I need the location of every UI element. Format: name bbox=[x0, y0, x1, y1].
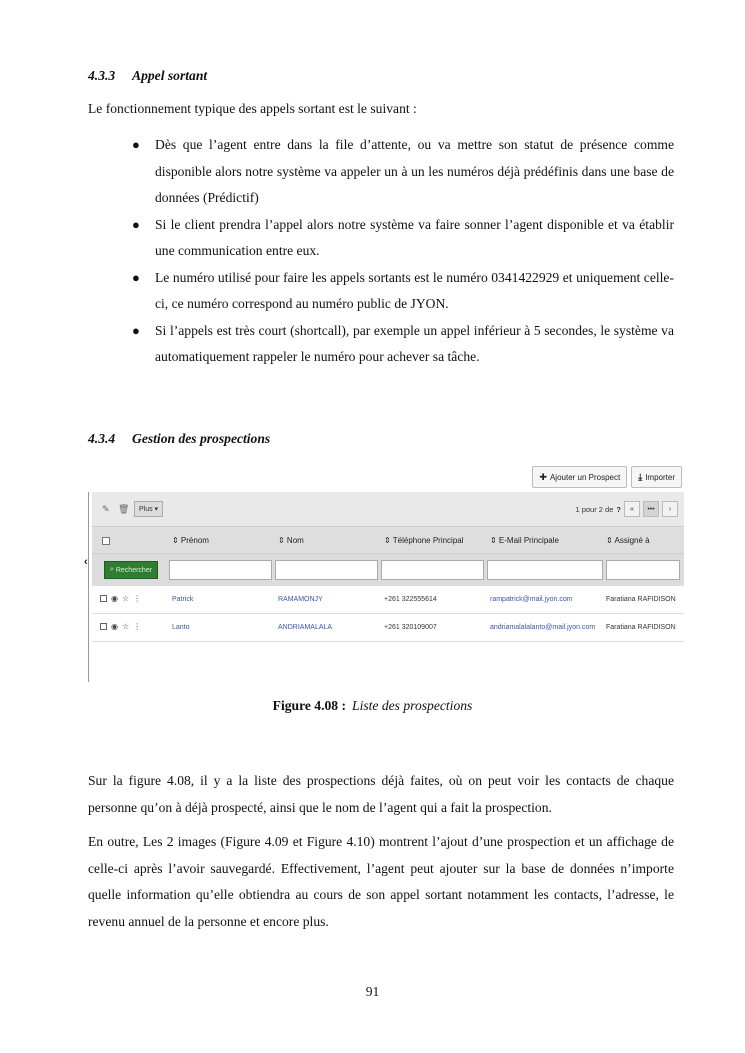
filter-row bbox=[92, 554, 684, 586]
bullet-item bbox=[130, 212, 674, 265]
column-header-lastname[interactable]: ⇕ Nom bbox=[278, 536, 304, 545]
column-header-firstname[interactable]: ⇕ Prénom bbox=[172, 536, 209, 545]
filter-lastname-input[interactable] bbox=[275, 560, 378, 580]
cell-email[interactable]: rampatrick@mail.jyon.com bbox=[490, 596, 573, 603]
bullet-text: Dès que l’agent entre dans la file d’attente, ou va mettre son statut de présence comme disponible alors notre système va appeler un à un les numéros déjà prédéfinis dans une base de données (Prédictif) bbox=[155, 137, 674, 205]
pencil-icon[interactable]: ✎ bbox=[102, 504, 110, 514]
section-title: Gestion des prospections bbox=[132, 431, 271, 446]
section-heading-434 bbox=[88, 431, 270, 447]
add-prospect-button[interactable] bbox=[532, 466, 627, 488]
filter-phone-input[interactable] bbox=[381, 560, 484, 580]
pagination bbox=[575, 501, 678, 517]
row-actions bbox=[100, 622, 141, 631]
bullet-icon: ● bbox=[132, 137, 140, 152]
more-vertical-icon[interactable]: ⋮ bbox=[133, 594, 142, 603]
more-actions-button[interactable]: Plus ▾ bbox=[134, 501, 163, 517]
search-button[interactable] bbox=[104, 561, 158, 579]
row-checkbox[interactable] bbox=[100, 595, 107, 602]
table-row[interactable] bbox=[92, 586, 684, 614]
cell-lastname[interactable]: ANDRIAMALALA bbox=[278, 624, 333, 631]
cell-firstname[interactable]: Patrick bbox=[172, 596, 194, 603]
cell-assigned: Faratiana RAFIDISON bbox=[606, 624, 676, 631]
table-header bbox=[92, 526, 684, 554]
prospect-list-figure bbox=[84, 462, 688, 682]
star-icon[interactable]: ☆ bbox=[121, 594, 130, 603]
list-toolbar bbox=[92, 492, 684, 526]
figure-caption bbox=[0, 698, 745, 714]
cell-phone: +261 322555614 bbox=[384, 596, 437, 603]
plus-icon: ✚ bbox=[539, 471, 547, 482]
bullet-item bbox=[130, 265, 674, 318]
caption-label: Figure 4.08 : bbox=[272, 698, 347, 713]
bullet-icon: ● bbox=[132, 269, 140, 285]
bullet-icon: ● bbox=[132, 216, 140, 232]
cell-phone: +261 320109007 bbox=[384, 624, 437, 631]
chevron-left-icon[interactable]: ‹ bbox=[84, 556, 88, 568]
column-header-assigned[interactable]: ⇕ Assigné à bbox=[606, 536, 650, 545]
section-number: 4.3.3 bbox=[88, 68, 116, 83]
download-icon: ⤓ bbox=[638, 471, 643, 482]
eye-icon[interactable]: ◉ bbox=[111, 622, 118, 631]
section-number: 4.3.4 bbox=[88, 431, 116, 446]
filter-email-input[interactable] bbox=[487, 560, 603, 580]
cell-assigned: Faratiana RAFIDISON bbox=[606, 596, 676, 603]
section-heading-433 bbox=[88, 68, 207, 84]
import-label: Importer bbox=[645, 472, 675, 482]
filter-assigned-input[interactable] bbox=[606, 560, 680, 580]
eye-icon[interactable]: ◉ bbox=[111, 594, 118, 603]
cell-email[interactable]: andriamalalalanto@mail.jyon.com bbox=[490, 624, 596, 631]
column-header-phone[interactable]: ⇕ Téléphone Principal bbox=[384, 536, 464, 545]
caption-title: Liste des prospections bbox=[352, 698, 473, 713]
filter-firstname-input[interactable] bbox=[169, 560, 272, 580]
next-page-icon[interactable]: › bbox=[662, 501, 678, 517]
add-prospect-label: Ajouter un Prospect bbox=[549, 472, 621, 482]
pagination-text: 1 pour 2 de bbox=[575, 504, 614, 514]
figure-border bbox=[88, 492, 89, 682]
bullet-text: Le numéro utilisé pour faire les appels sortants est le numéro 0341422929 et uniquement celle-ci, ce numéro correspond au numéro public de JYON. bbox=[155, 269, 674, 311]
import-button[interactable] bbox=[631, 466, 682, 488]
help-icon[interactable]: ? bbox=[616, 504, 621, 514]
table-row[interactable] bbox=[92, 614, 684, 642]
select-all-checkbox[interactable] bbox=[102, 537, 110, 545]
trash-icon[interactable]: 🗑 bbox=[118, 504, 130, 514]
body-paragraph: En outre, Les 2 images (Figure 4.09 et Figure 4.10) montrent l’ajout d’une prospection et un affichage de celle-ci après l’avoir sauvegardé. Effectivement, l’agent peut ajouter sur la base de données n’importe quelle information qu’elle obtiendra au cours de son appel sortant notamment les contacts, l’adresse, le revenu annuel de la personne et encore plus. bbox=[88, 834, 674, 929]
bullet-list bbox=[130, 132, 674, 371]
more-pages-icon[interactable]: ••• bbox=[643, 501, 659, 517]
top-actions bbox=[532, 466, 682, 488]
star-icon[interactable]: ☆ bbox=[121, 622, 130, 631]
row-checkbox[interactable] bbox=[100, 623, 107, 630]
column-header-email[interactable]: ⇕ E-Mail Principale bbox=[490, 536, 559, 545]
bullet-text: Si le client prendra l’appel alors notre système va faire sonner l’agent disponible et va établir une communication entre eux. bbox=[155, 216, 674, 258]
section-title: Appel sortant bbox=[132, 68, 208, 83]
bullet-item bbox=[130, 318, 674, 371]
bullet-item bbox=[130, 132, 674, 212]
search-icon: ⌕ bbox=[109, 566, 114, 573]
body-paragraph: Sur la figure 4.08, il y a la liste des prospections déjà faites, où on peut voir les contacts de chaque personne qu’on à déjà prospecté, ainsi que le nom de l’agent qui a fait la prospection. bbox=[88, 773, 674, 815]
intro-paragraph: Le fonctionnement typique des appels sortant est le suivant : bbox=[88, 101, 417, 116]
first-page-icon[interactable]: « bbox=[624, 501, 640, 517]
bullet-icon: ● bbox=[132, 322, 140, 338]
row-actions bbox=[100, 594, 141, 603]
search-label: Rechercher bbox=[115, 566, 153, 574]
cell-firstname[interactable]: Lanto bbox=[172, 624, 190, 631]
more-vertical-icon[interactable]: ⋮ bbox=[133, 622, 142, 631]
bullet-text: Si l’appels est très court (shortcall), par exemple un appel inférieur à 5 secondes, le système va automatiquement rappeler le numéro pour achever sa tâche. bbox=[155, 322, 674, 364]
page-number: 91 bbox=[365, 984, 380, 999]
cell-lastname[interactable]: RAMAMONJY bbox=[278, 596, 323, 603]
